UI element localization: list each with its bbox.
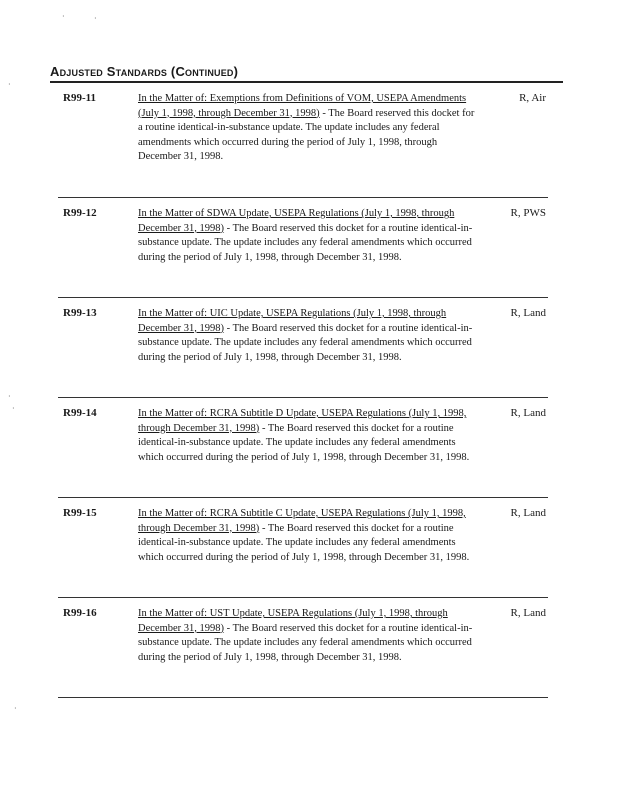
docket-number: R99-16 bbox=[63, 607, 97, 619]
docket-category: R, Land bbox=[510, 607, 546, 619]
docket-number: R99-14 bbox=[63, 407, 97, 419]
docket-description bbox=[138, 307, 478, 365]
docket-category: R, Air bbox=[519, 92, 546, 104]
docket-number: R99-12 bbox=[63, 207, 97, 219]
scan-speck: · bbox=[8, 392, 11, 401]
scan-speck: · bbox=[8, 80, 11, 89]
docket-title: In the Matter of: RCRA Subtitle C Update, USEPA Regulations (July 1, 1998, through December 31, 1998) bbox=[138, 508, 466, 534]
docket-summary: - The Board reserved this docket for a routine identical-in-substance update. The update includes any federal amendments which occurred during the period of July 1, 1998, through December 31, 1998. bbox=[138, 622, 473, 663]
docket-summary: - The Board reserved this docket for a routine identical-in-substance update. The update includes any federal amendments which occurred during the period of July 1, 1998, through December 31, 1998. bbox=[138, 222, 473, 263]
docket-description bbox=[138, 507, 478, 565]
scan-speck: · bbox=[62, 12, 65, 21]
docket-title: In the Matter of: UIC Update, USEPA Regulations (July 1, 1998, through December 31, 1998) bbox=[138, 308, 447, 334]
entry-divider bbox=[58, 697, 548, 698]
entry-divider bbox=[58, 397, 548, 398]
docket-category: R, PWS bbox=[510, 207, 546, 219]
docket-summary: - The Board reserved this docket for a routine identical-in-substance update. The update includes any federal amendments which occurred during the period of July 1, 1998, through December 31, 1998. bbox=[138, 422, 470, 463]
entry-divider bbox=[58, 197, 548, 198]
docket-description bbox=[138, 607, 478, 665]
docket-title: In the Matter of: UST Update, USEPA Regulations (July 1, 1998, through December 31, 1998) bbox=[138, 608, 448, 634]
docket-title: In the Matter of: RCRA Subtitle D Update, USEPA Regulations (July 1, 1998, through December 31, 1998) bbox=[138, 408, 467, 434]
scan-speck: · bbox=[14, 704, 17, 713]
docket-description bbox=[138, 92, 478, 165]
entry-divider bbox=[58, 497, 548, 498]
docket-summary: - The Board reserved this docket for a routine identical-in-substance update. The update includes any federal amendments which occurred during the period of July 1, 1998, through December 31, 1998. bbox=[138, 107, 475, 163]
docket-category: R, Land bbox=[510, 307, 546, 319]
docket-number: R99-15 bbox=[63, 507, 97, 519]
docket-number: R99-11 bbox=[63, 92, 96, 104]
docket-title: In the Matter of SDWA Update, USEPA Regulations (July 1, 1998, through December 31, 1998) bbox=[138, 208, 455, 234]
section-heading: Adjusted Standards (Continued) bbox=[50, 64, 239, 79]
entry-divider bbox=[58, 597, 548, 598]
scan-speck: · bbox=[12, 404, 15, 413]
docket-category: R, Land bbox=[510, 507, 546, 519]
entry-divider bbox=[58, 297, 548, 298]
docket-title: In the Matter of: Exemptions from Definitions of VOM, USEPA Amendments (July 1, 1998, through December 31, 1998) bbox=[138, 93, 467, 119]
docket-number: R99-13 bbox=[63, 307, 97, 319]
docket-description bbox=[138, 207, 478, 265]
heading-divider bbox=[50, 81, 563, 83]
docket-summary: - The Board reserved this docket for a routine identical-in-substance update. The update includes any federal amendments which occurred during the period of July 1, 1998, through December 31, 1998. bbox=[138, 322, 473, 363]
docket-category: R, Land bbox=[510, 407, 546, 419]
docket-summary: - The Board reserved this docket for a routine identical-in-substance update. The update includes any federal amendments which occurred during the period of July 1, 1998, through December 31, 1998. bbox=[138, 522, 470, 563]
scan-speck: · bbox=[94, 14, 97, 23]
docket-description bbox=[138, 407, 478, 465]
